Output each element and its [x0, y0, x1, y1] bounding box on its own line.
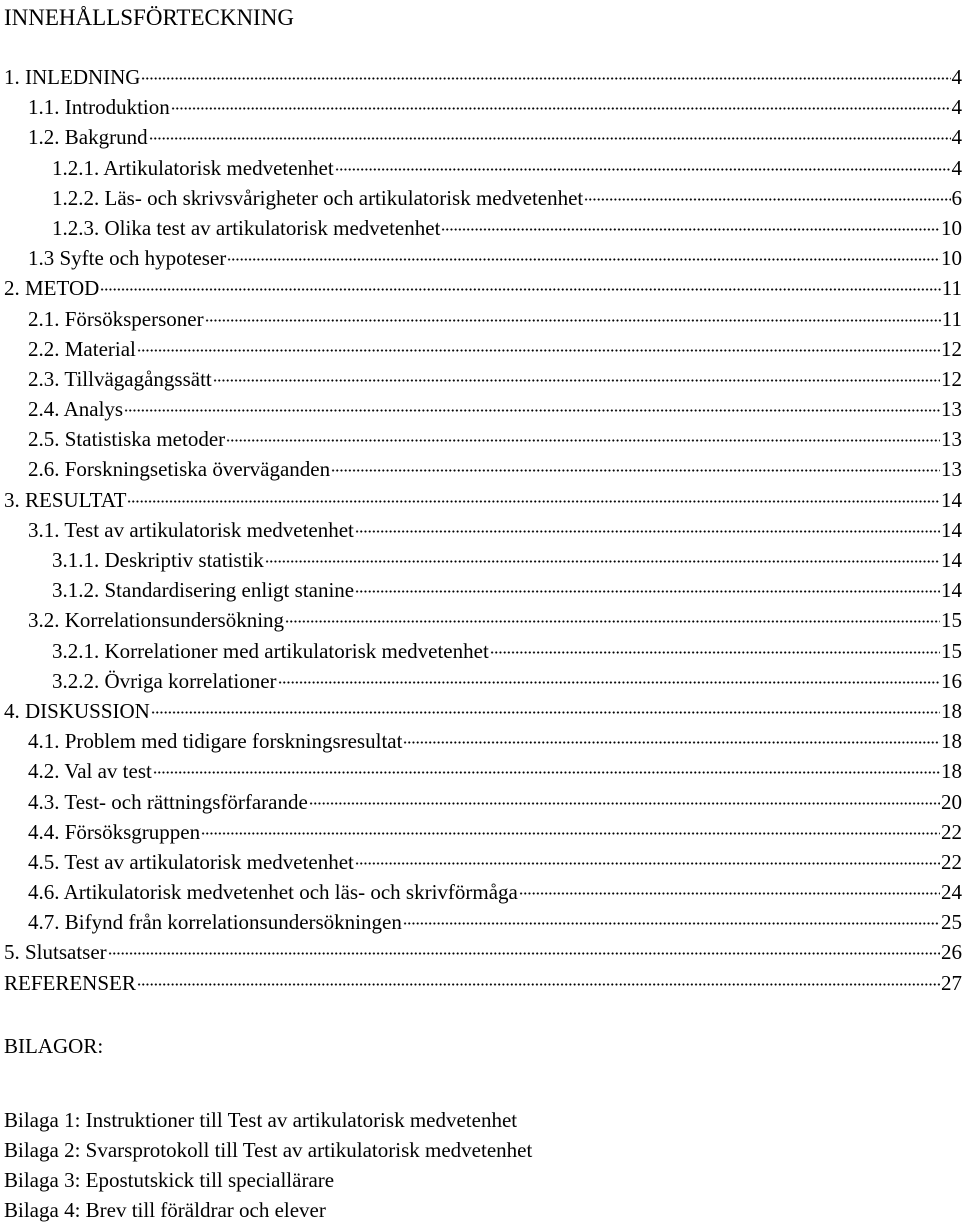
toc-entry-page-number: 11: [942, 304, 962, 334]
toc-entry-label: 1.2. Bakgrund: [28, 122, 148, 152]
toc-entry-label: 2.5. Statistiska metoder: [28, 424, 225, 454]
toc-entry-label: 1.2.1. Artikulatorisk medvetenhet: [52, 153, 334, 183]
toc-entry[interactable]: [4, 334, 962, 364]
toc-entry-page-number: 25: [941, 907, 962, 937]
toc-entry[interactable]: [4, 62, 962, 92]
toc-entry-page-number: 13: [941, 394, 962, 424]
toc-entry[interactable]: [4, 545, 962, 575]
dot-leader: [151, 711, 940, 714]
toc-entry-page-number: 16: [941, 666, 962, 696]
toc-entry-page-number: 14: [941, 485, 962, 515]
toc-entry-label: 5. Slutsatser: [4, 937, 107, 967]
toc-entry[interactable]: [4, 213, 962, 243]
toc-entry-label: 4.7. Bifynd från korrelationsundersökningen: [28, 907, 402, 937]
dot-leader: [441, 228, 940, 231]
toc-entry[interactable]: [4, 696, 962, 726]
dot-leader: [213, 379, 940, 382]
toc-entry[interactable]: [4, 937, 962, 967]
dot-leader: [141, 77, 950, 80]
toc-entry-label: 1.2.3. Olika test av artikulatorisk medvetenhet: [52, 213, 440, 243]
toc-entry[interactable]: [4, 847, 962, 877]
toc-entry-page-number: 14: [941, 515, 962, 545]
toc-entry-label: 4.5. Test av artikulatorisk medvetenhet: [28, 847, 354, 877]
toc-entry-label: 4. DISKUSSION: [4, 696, 150, 726]
appendix-heading: BILAGOR:: [4, 1031, 962, 1061]
dot-leader: [201, 832, 940, 835]
dot-leader: [108, 952, 940, 955]
toc-entry-label: 4.2. Val av test: [28, 756, 152, 786]
appendix-item: Bilaga 4: Brev till föräldrar och elever: [4, 1195, 962, 1225]
dot-leader: [278, 681, 940, 684]
dot-leader: [335, 168, 951, 171]
toc-entry[interactable]: [4, 92, 962, 122]
toc-entry-page-number: 11: [942, 273, 962, 303]
dot-leader: [100, 288, 940, 291]
dot-leader: [584, 198, 950, 201]
toc-entry-label: 3. RESULTAT: [4, 485, 126, 515]
toc-entry-label: 3.2.1. Korrelationer med artikulatorisk medvetenhet: [52, 636, 489, 666]
toc-entry[interactable]: [4, 243, 962, 273]
toc-entry[interactable]: [4, 907, 962, 937]
dot-leader: [403, 741, 940, 744]
toc-entry-label: 3.1.2. Standardisering enligt stanine: [52, 575, 354, 605]
toc-entry-page-number: 10: [941, 243, 962, 273]
toc-entry-page-number: 4: [952, 62, 962, 92]
appendix-item: Bilaga 2: Svarsprotokoll till Test av artikulatorisk medvetenhet: [4, 1135, 962, 1165]
toc-entry-label: 1.2.2. Läs- och skrivsvårigheter och artikulatorisk medvetenhet: [52, 183, 583, 213]
toc-entry-page-number: 13: [941, 454, 962, 484]
appendix-list: [4, 1105, 962, 1225]
dot-leader: [226, 439, 940, 442]
toc-entry-page-number: 12: [941, 334, 962, 364]
toc-entry[interactable]: [4, 666, 962, 696]
dot-leader: [205, 319, 941, 322]
toc-entry-label: 1.3 Syfte och hypoteser: [28, 243, 226, 273]
toc-entry-page-number: 22: [941, 847, 962, 877]
toc-entry[interactable]: [4, 968, 962, 998]
toc-entry[interactable]: [4, 153, 962, 183]
dot-leader: [137, 349, 940, 352]
dot-leader: [127, 500, 940, 503]
toc-entry-label: REFERENSER: [4, 968, 136, 998]
dot-leader: [309, 802, 940, 805]
toc-entry-page-number: 10: [941, 213, 962, 243]
toc-entry-page-number: 13: [941, 424, 962, 454]
toc-entry-label: 3.1.1. Deskriptiv statistik: [52, 545, 264, 575]
toc-entry[interactable]: [4, 877, 962, 907]
document-page: [4, 0, 962, 1225]
toc-entry[interactable]: [4, 394, 962, 424]
toc-entry-label: 1. INLEDNING: [4, 62, 140, 92]
dot-leader: [149, 137, 951, 140]
toc-entry-label: 2.1. Försökspersoner: [28, 304, 204, 334]
toc-entry[interactable]: [4, 636, 962, 666]
toc-entry[interactable]: [4, 364, 962, 394]
dot-leader: [171, 107, 951, 110]
dot-leader: [285, 620, 940, 623]
toc-entry-label: 3.2.2. Övriga korrelationer: [52, 666, 277, 696]
toc-entry[interactable]: [4, 605, 962, 635]
toc-entry-label: 2.4. Analys: [28, 394, 123, 424]
toc-entry-page-number: 12: [941, 364, 962, 394]
toc-entry[interactable]: [4, 787, 962, 817]
toc-entry-label: 4.1. Problem med tidigare forskningsresultat: [28, 726, 402, 756]
dot-leader: [124, 409, 940, 412]
toc-heading: INNEHÅLLSFÖRTECKNING: [4, 2, 962, 34]
dot-leader: [265, 560, 940, 563]
toc-entry-label: 2.3. Tillvägagångssätt: [28, 364, 212, 394]
toc-entry-label: 2. METOD: [4, 273, 99, 303]
dot-leader: [355, 862, 940, 865]
toc-entry-page-number: 4: [952, 153, 962, 183]
toc-entry[interactable]: [4, 575, 962, 605]
table-of-contents: [4, 62, 962, 998]
toc-entry-page-number: 6: [952, 183, 962, 213]
toc-entry[interactable]: [4, 515, 962, 545]
toc-entry-label: 3.2. Korrelationsundersökning: [28, 605, 284, 635]
toc-entry-label: 4.4. Försöksgruppen: [28, 817, 200, 847]
dot-leader: [490, 651, 940, 654]
toc-entry-label: 1.1. Introduktion: [28, 92, 170, 122]
toc-entry-label: 4.6. Artikulatorisk medvetenhet och läs- och skrivförmåga: [28, 877, 518, 907]
toc-entry-page-number: 4: [952, 92, 962, 122]
toc-entry-page-number: 27: [941, 968, 962, 998]
toc-entry[interactable]: [4, 183, 962, 213]
toc-entry-page-number: 18: [941, 696, 962, 726]
dot-leader: [355, 530, 940, 533]
toc-entry-page-number: 4: [952, 122, 962, 152]
toc-entry[interactable]: [4, 485, 962, 515]
appendix-item: Bilaga 1: Instruktioner till Test av artikulatorisk medvetenhet: [4, 1105, 962, 1135]
dot-leader: [331, 469, 940, 472]
dot-leader: [137, 983, 940, 986]
dot-leader: [227, 258, 940, 261]
toc-entry[interactable]: [4, 122, 962, 152]
appendix-item: Bilaga 3: Epostutskick till speciallärare: [4, 1165, 962, 1195]
toc-entry-page-number: 20: [941, 787, 962, 817]
toc-entry-label: 2.2. Material: [28, 334, 136, 364]
toc-entry-page-number: 22: [941, 817, 962, 847]
toc-entry[interactable]: [4, 817, 962, 847]
toc-entry[interactable]: [4, 454, 962, 484]
toc-entry-label: 4.3. Test- och rättningsförfarande: [28, 787, 308, 817]
toc-entry[interactable]: [4, 424, 962, 454]
toc-entry-page-number: 26: [941, 937, 962, 967]
toc-entry[interactable]: [4, 726, 962, 756]
dot-leader: [519, 892, 940, 895]
dot-leader: [403, 922, 940, 925]
toc-entry-label: 2.6. Forskningsetiska överväganden: [28, 454, 330, 484]
toc-entry-page-number: 15: [941, 605, 962, 635]
toc-entry[interactable]: [4, 304, 962, 334]
toc-entry-page-number: 18: [941, 756, 962, 786]
toc-entry-page-number: 24: [941, 877, 962, 907]
toc-entry-page-number: 14: [941, 545, 962, 575]
toc-entry-label: 3.1. Test av artikulatorisk medvetenhet: [28, 515, 354, 545]
toc-entry-page-number: 14: [941, 575, 962, 605]
dot-leader: [355, 590, 940, 593]
toc-entry-page-number: 18: [941, 726, 962, 756]
toc-entry[interactable]: [4, 756, 962, 786]
toc-entry-page-number: 15: [941, 636, 962, 666]
toc-entry[interactable]: [4, 273, 962, 303]
dot-leader: [153, 771, 940, 774]
